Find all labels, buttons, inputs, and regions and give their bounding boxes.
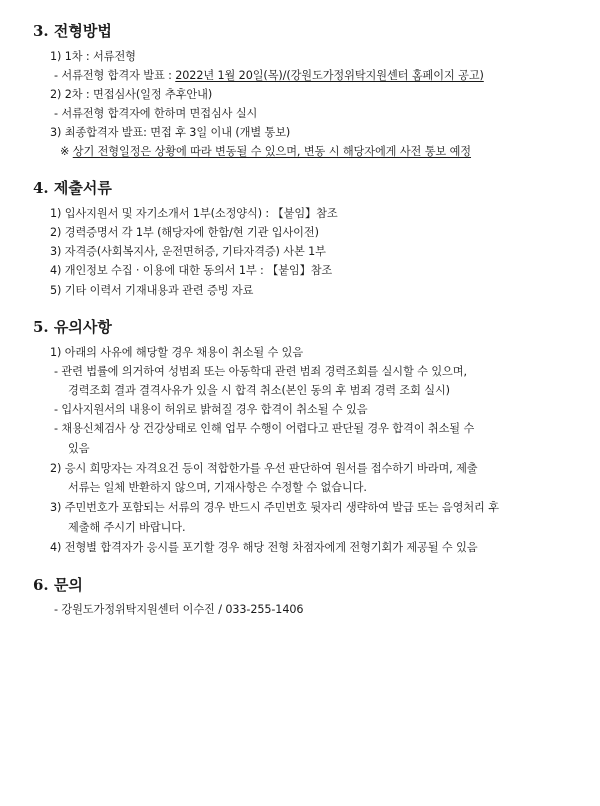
s4-item-3: 3) 자격증(사회복지사, 운전면허증, 기타자격증) 사본 1부 [50,245,326,258]
s3-note-mark: ※ [60,145,73,158]
s5-item-3-cont: 제출해 주시기 바랍니다. [68,521,186,534]
s5-item-2: 2) 응시 희망자는 자격요건 등이 적합한가를 우선 판단하여 원서를 접수하기 바라며, 제출 [50,462,478,475]
s4-item-5: 5) 기타 이력서 기재내용과 관련 증빙 자료 [50,284,254,297]
s5-item-4: 4) 전형별 합격자가 응시를 포기할 경우 해당 전형 차점자에게 전형기회가 제공될 수 있음 [50,541,478,554]
s5-item-1: 1) 아래의 사유에 해당할 경우 채용이 취소될 수 있음 [50,346,304,359]
s3-item-2: 2) 2차 : 면접심사(일정 추후안내) [50,88,213,101]
s3-note [60,144,471,159]
s5-item-1-detail-a: - 관련 법률에 의거하여 성범죄 또는 아동학대 관련 범죄 경력조회를 실시할 수 있으며, [54,365,467,378]
s4-item-4: 4) 개인정보 수집 · 이용에 대한 동의서 1부 : 【붙임】참조 [50,264,333,277]
s5-item-2-cont: 서류는 일체 반환하지 않으며, 기재사항은 수정할 수 없습니다. [68,481,367,494]
s6-contact: - 강원도가정위탁지원센터 이수진 / 033-255-1406 [54,603,304,616]
s5-item-1-detail-c-cont: 있음 [68,442,90,455]
section-5-title: 5. 유의사항 [33,318,112,336]
s3-announce-date: 2022년 1월 20일(목)/(강원도가정위탁지원센터 홈페이지 공고) [175,69,484,82]
section-3-title: 3. 전형방법 [33,22,112,40]
section-4-title: 4. 제출서류 [33,179,112,197]
s5-item-3: 3) 주민번호가 포함되는 서류의 경우 반드시 주민번호 뒷자리 생략하여 발급 또는 음영처리 후 [50,501,499,514]
s5-item-1-detail-a-cont: 경력조회 결과 결격사유가 있을 시 합격 취소(본인 동의 후 범죄 경력 조회 실시) [68,384,450,397]
s3-note-text: 상기 전형일정은 상황에 따라 변동될 수 있으며, 변동 시 해당자에게 사전 통보 예정 [72,145,472,158]
s4-item-1: 1) 입사지원서 및 자기소개서 1부(소정양식) : 【붙임】참조 [50,207,338,220]
s3-announce-label: - 서류전형 합격자 발표 : [54,69,176,82]
s3-item-1: 1) 1차 : 서류전형 [50,50,136,63]
s5-item-1-detail-c: - 채용신체검사 상 건강상태로 인해 업무 수행이 어렵다고 판단될 경우 합격이 취소될 수 [54,422,475,435]
s4-item-2: 2) 경력증명서 각 1부 (해당자에 한함/현 기관 입사이전) [50,226,319,239]
s3-item-1-detail [54,68,484,83]
s3-item-2-detail: - 서류전형 합격자에 한하며 면접심사 실시 [54,107,258,120]
s5-item-1-detail-b: - 입사지원서의 내용이 허위로 밝혀질 경우 합격이 취소될 수 있음 [54,403,368,416]
s3-item-3: 3) 최종합격자 발표: 면접 후 3일 이내 (개별 통보) [50,126,291,139]
section-6-title: 6. 문의 [33,576,83,594]
